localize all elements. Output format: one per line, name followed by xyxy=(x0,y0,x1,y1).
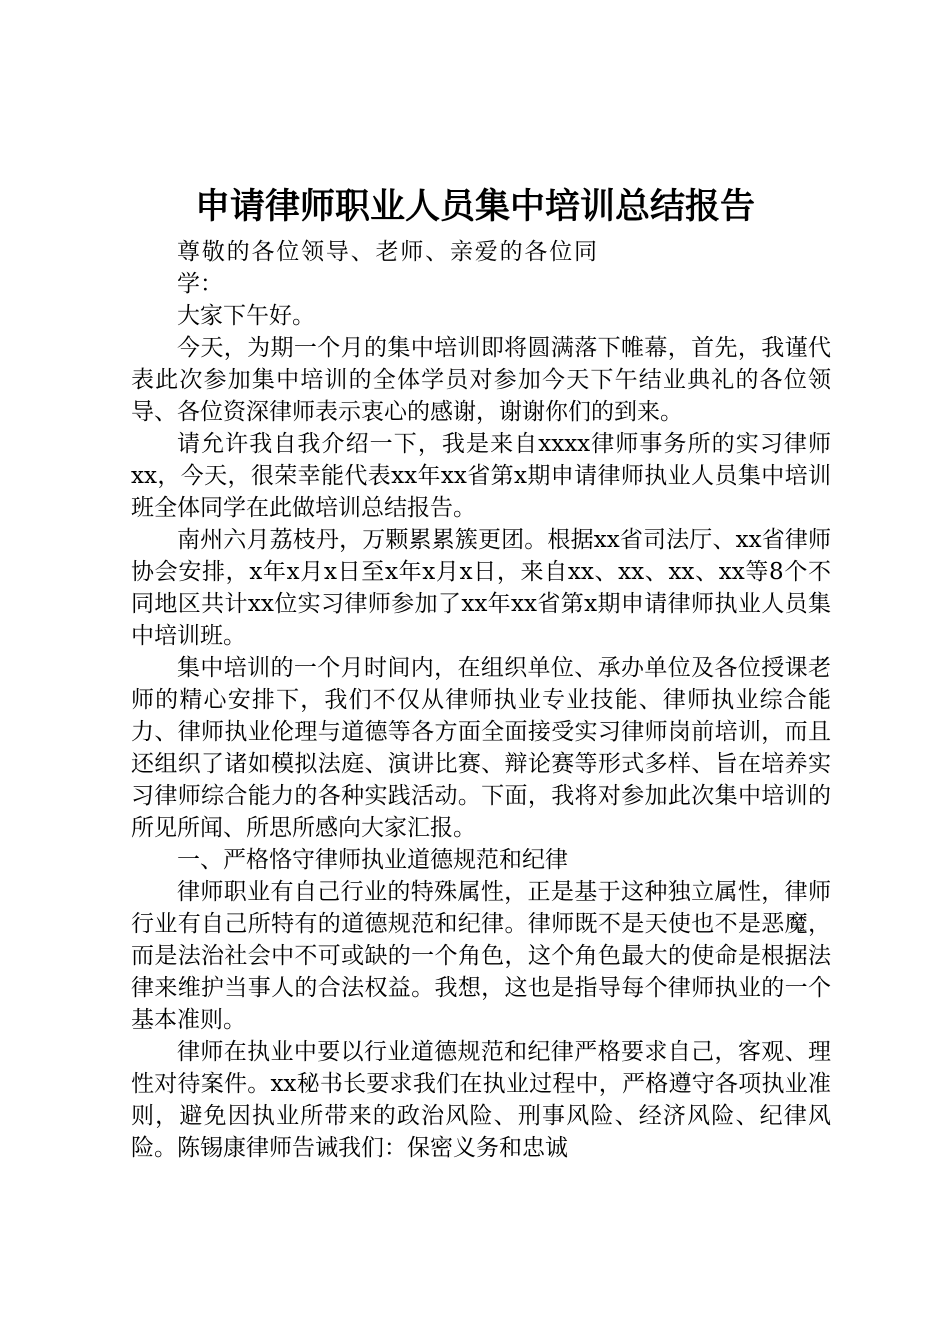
paragraph-introduction: 请允许我自我介绍一下，我是来自xxxx律师事务所的实习律师xx，今天，很荣幸能代表xx年xx省第x期申请律师执业人员集中培训班全体同学在此做培训总结报告。 xyxy=(131,431,831,521)
paragraph-background: 南州六月荔枝丹，万颗累累簇更团。根据xx省司法厅、xx省律师协会安排，x年x月x日至x年x月x日，来自xx、xx、xx、xx等8个不同地区共计xx位实习律师参加了xx年xx省第x期申请律师执业人员集中培训班。 xyxy=(131,527,831,649)
document-body xyxy=(131,236,831,1164)
paragraph-training-overview: 集中培训的一个月时间内，在组织单位、承办单位及各位授课老师的精心安排下，我们不仅从律师执业专业技能、律师执业综合能力、律师执业伦理与道德等各方面全面接受实习律师岗前培训，而且还组织了诸如模拟法庭、演讲比赛、辩论赛等形式多样、旨在培养实习律师综合能力的各种实践活动。下面，我将对参加此次集中培训的所见所闻、所思所感向大家汇报。 xyxy=(131,655,831,841)
paragraph-ethics: 律师职业有自己行业的特殊属性，正是基于这种独立属性，律师行业有自己所特有的道德规范和纪律。律师既不是天使也不是恶魔，而是法治社会中不可或缺的一个角色，这个角色最大的使命是根据法律来维护当事人的合法权益。我想，这也是指导每个律师执业的一个基本准则。 xyxy=(131,879,831,1033)
paragraph-discipline: 律师在执业中要以行业道德规范和纪律严格要求自己，客观、理性对待案件。xx秘书长要求我们在执业过程中，严格遵守各项执业准则，避免因执业所带来的政治风险、刑事风险、经济风险、纪律风险。陈锡康律师告诫我们：保密义务和忠诚 xyxy=(131,1039,831,1161)
section-heading-1: 一、严格恪守律师执业道德规范和纪律 xyxy=(177,847,568,873)
paragraph-opening: 今天，为期一个月的集中培训即将圆满落下帷幕，首先，我谨代表此次参加集中培训的全体学员对参加今天下午结业典礼的各位领导、各位资深律师表示衷心的感谢，谢谢你们的到来。 xyxy=(131,335,831,425)
salutation: 尊敬的各位领导、老师、亲爱的各位同学： xyxy=(177,239,597,297)
document-title: 申请律师职业人员集中培训总结报告 xyxy=(194,186,755,227)
greeting: 大家下午好。 xyxy=(177,303,315,329)
